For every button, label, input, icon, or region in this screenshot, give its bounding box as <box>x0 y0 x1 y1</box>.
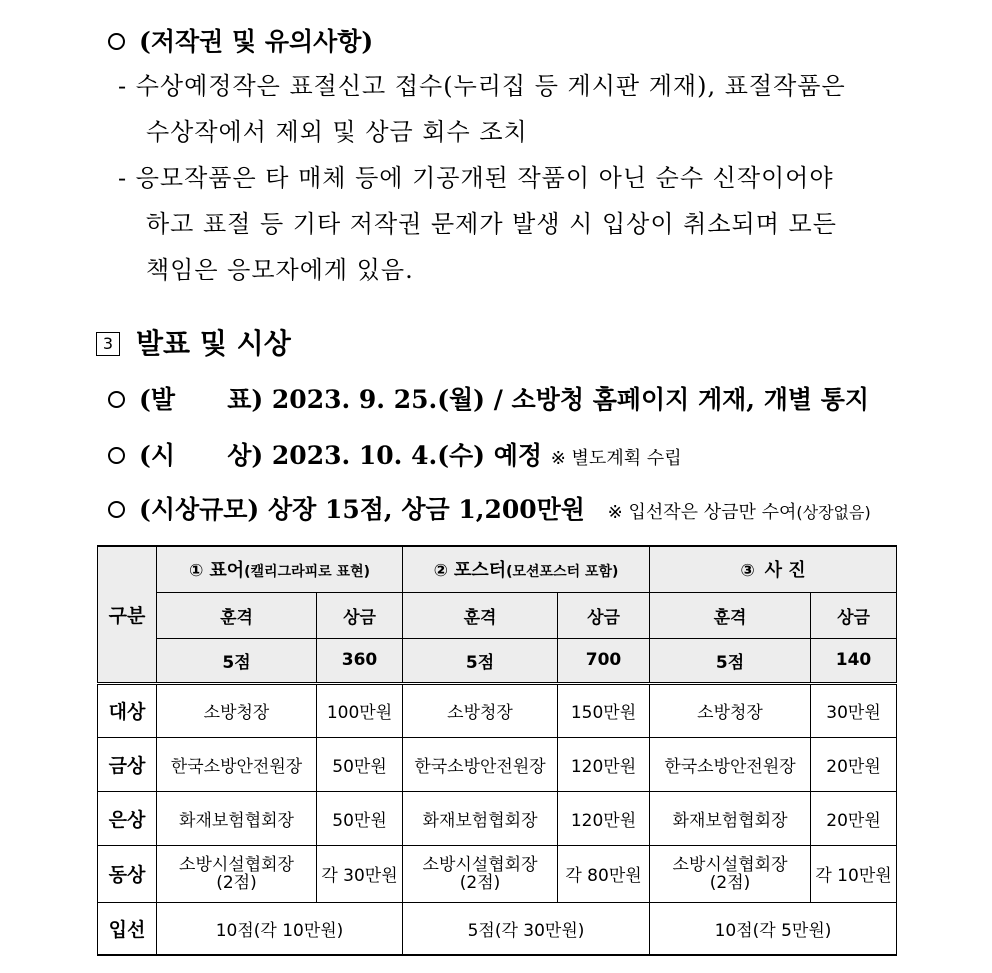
table-cell: 화재보험협회장 <box>157 791 317 845</box>
section3-title: 발표 및 시상 <box>136 327 291 360</box>
sub-header: 훈격 <box>157 592 317 638</box>
cell-count: (2점) <box>216 872 257 893</box>
scale-note-small: (상장없음) <box>796 503 871 522</box>
award-note: ※ 별도계획 수립 <box>550 448 682 469</box>
row-label: 대상 <box>98 683 157 737</box>
table-cell <box>403 845 558 902</box>
category-number: ② <box>433 561 448 582</box>
sub-header: 상금 <box>811 592 897 638</box>
table-cell: 120만원 <box>558 791 650 845</box>
table-cell: 10점(각 5만원) <box>650 902 897 955</box>
bullet-circle-icon <box>108 447 125 464</box>
scale-value: 상장 15점, 상금 1,200만원 <box>267 495 585 524</box>
copyright-item2-line1: - 응모작품은 타 매체 등에 기공개된 작품이 아닌 순수 신작이어야 <box>118 164 834 192</box>
row-label: 입선 <box>98 902 157 955</box>
table-cell: 50만원 <box>317 791 403 845</box>
copyright-item2-line2: 하고 표절 등 기타 저작권 문제가 발생 시 입상이 취소되며 모든 <box>146 210 837 238</box>
table-cell: 50만원 <box>317 737 403 791</box>
scale-line <box>108 490 871 526</box>
table-row <box>98 737 897 791</box>
category-name: 포스터 <box>453 560 507 582</box>
table-cell: 20만원 <box>811 791 897 845</box>
table-cell: 각 30만원 <box>317 845 403 902</box>
cell-line: 소방시설협회장 <box>179 854 294 875</box>
announce-value: 2023. 9. 25.(월) / 소방청 홈페이지 게재, 개별 통지 <box>271 385 870 414</box>
award-table <box>97 545 897 956</box>
award-value: 2023. 10. 4.(수) 예정 <box>271 441 543 470</box>
table-row <box>98 791 897 845</box>
table-cell: 120만원 <box>558 737 650 791</box>
table-cell: 소방청장 <box>403 683 558 737</box>
bullet-circle-icon <box>108 501 125 518</box>
copyright-item1-line1: - 수상예정작은 표절신고 접수(누리집 등 게시판 게재), 표절작품은 <box>118 72 846 100</box>
copyright-item2-line3: 책임은 응모자에게 있음. <box>146 256 414 284</box>
table-cell: 5점(각 30만원) <box>403 902 650 955</box>
total-cell: 360 <box>317 638 403 683</box>
copyright-item1-line2: 수상작에서 제외 및 상금 회수 조치 <box>146 118 528 146</box>
total-cell: 140 <box>811 638 897 683</box>
table-cell: 20만원 <box>811 737 897 791</box>
table-row <box>98 902 897 955</box>
total-cell: 5점 <box>650 638 811 683</box>
copyright-heading-line <box>108 22 373 58</box>
table-cell: 100만원 <box>317 683 403 737</box>
scale-note: ※ 입선작은 상금만 수여 <box>607 502 797 523</box>
table-cell: 각 80만원 <box>558 845 650 902</box>
cell-line: 소방시설협회장 <box>422 854 538 875</box>
table-cell <box>650 845 811 902</box>
category-header-poster <box>403 546 650 592</box>
table-cell <box>157 845 317 902</box>
category-number: ③ <box>740 561 755 582</box>
table-corner: 구분 <box>98 546 157 683</box>
total-cell: 5점 <box>403 638 558 683</box>
sub-header: 훈격 <box>650 592 811 638</box>
category-sub: (모션포스터 포함) <box>506 564 619 581</box>
category-name: 사 진 <box>764 560 806 582</box>
category-name: 표어 <box>209 560 245 582</box>
announce-line <box>108 380 869 416</box>
table-cell: 한국소방안전원장 <box>157 737 317 791</box>
category-header-photo <box>650 546 897 592</box>
total-cell: 5점 <box>157 638 317 683</box>
section3-heading <box>96 322 291 362</box>
sub-header: 상금 <box>317 592 403 638</box>
table-cell: 10점(각 10만원) <box>157 902 403 955</box>
cell-count: (2점) <box>459 872 501 893</box>
row-label: 동상 <box>98 845 157 902</box>
scale-label: (시상규모) <box>139 495 260 524</box>
total-cell: 700 <box>558 638 650 683</box>
table-cell: 소방청장 <box>157 683 317 737</box>
award-line <box>108 436 682 472</box>
sub-header: 훈격 <box>403 592 558 638</box>
table-cell: 각 10만원 <box>811 845 897 902</box>
sub-header: 상금 <box>558 592 650 638</box>
category-header-slogan <box>157 546 403 592</box>
cell-line: 소방시설협회장 <box>672 854 788 875</box>
table-cell: 화재보험협회장 <box>650 791 811 845</box>
table-cell: 한국소방안전원장 <box>650 737 811 791</box>
table-cell: 한국소방안전원장 <box>403 737 558 791</box>
award-label: (시 상) <box>139 441 264 470</box>
bullet-circle-icon <box>108 33 125 50</box>
bullet-circle-icon <box>108 391 125 408</box>
table-cell: 30만원 <box>811 683 897 737</box>
table-row <box>98 845 897 902</box>
table-row <box>98 683 897 737</box>
section-number-box: 3 <box>96 332 120 356</box>
copyright-heading: (저작권 및 유의사항) <box>139 27 374 56</box>
row-label: 은상 <box>98 791 157 845</box>
category-number: ① <box>189 561 204 582</box>
cell-count: (2점) <box>709 872 751 893</box>
row-label: 금상 <box>98 737 157 791</box>
announce-label: (발 표) <box>139 385 264 414</box>
table-cell: 화재보험협회장 <box>403 791 558 845</box>
category-sub: (캘리그라피로 표현) <box>244 564 370 581</box>
table-cell: 150만원 <box>558 683 650 737</box>
table-cell: 소방청장 <box>650 683 811 737</box>
